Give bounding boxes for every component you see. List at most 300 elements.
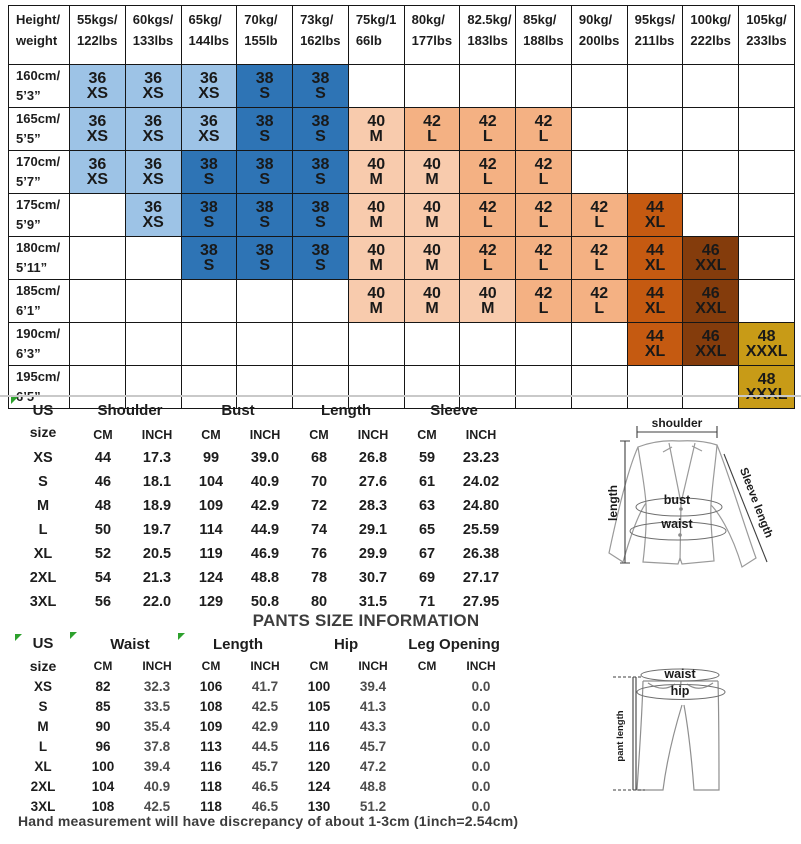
text-line: 75kg/1 [355,12,397,27]
shirt-size-table [10,397,508,614]
size-letter: XS [198,128,220,145]
height-weight-label [9,194,70,237]
matrix-row [9,108,795,151]
empty-cell [516,366,572,409]
size-number: 46 [701,284,720,302]
unit-header: INCH [249,427,281,442]
size-number: 42 [590,241,609,259]
measurement-value: 27.17 [462,570,500,586]
matrix-header-cell [683,6,739,65]
empty-cell [683,65,739,108]
text-line: 188lbs [523,32,564,48]
us-size-header [10,633,76,677]
size-letter: XXL [695,300,727,317]
measurement-value: 26.38 [462,546,500,562]
measurement-value: 118 [200,779,222,794]
size-cell [404,151,460,194]
size-number: 40 [423,241,441,259]
bust-label: bust [663,493,691,507]
size-number: 36 [144,69,163,87]
matrix-header-cell [739,6,795,65]
text-line: 5’11” [16,260,48,275]
text-line: 90kg/ [578,12,613,27]
measurement-value: 27.95 [462,594,500,610]
measurement-value: 42.5 [143,799,171,814]
size-cell [125,151,181,194]
empty-cell [739,280,795,323]
size-letter: S [203,257,215,274]
text-line: 211lbs [634,32,675,48]
size-letter: XS [86,128,109,145]
size-number: 46 [701,241,720,259]
measurement-value: 118 [200,799,222,814]
text-line: 6’1” [16,303,41,318]
text-line: 5’5” [16,131,41,146]
size-letter: S [259,214,271,231]
size-number: 42 [534,112,553,130]
unit-header: INCH [358,659,388,674]
size-number: 36 [88,155,107,173]
size-cell [460,194,516,237]
text-line: 95kgs/ [634,12,676,27]
size-cell [739,323,795,366]
text-line: 82.5kg/ [467,12,512,27]
size-cell [404,280,460,323]
height-weight-label [9,151,70,194]
pants-waist-label: waist [664,667,696,681]
size-number: 36 [144,198,163,216]
size-number: 40 [367,198,386,216]
height-weight-label [9,237,70,280]
size-label: 2XL [29,570,57,586]
measurement-value: 85 [95,699,111,714]
height-weight-label [9,108,70,151]
size-cell [70,65,126,108]
matrix-header-cell [70,6,126,65]
measurement-value: 29.9 [358,546,388,562]
text-line: 100kg/ [690,12,731,27]
measurement-value: 18.9 [142,498,172,514]
empty-cell [739,151,795,194]
matrix-body [9,65,795,409]
empty-cell [293,323,349,366]
size-cell [348,194,404,237]
measurement-value: 72 [310,498,328,514]
empty-cell [181,280,237,323]
empty-cell [70,237,126,280]
matrix-row [9,151,795,194]
matrix-header-cell [571,6,627,65]
unit-header: INCH [250,659,280,674]
measurement-value: 50.8 [250,594,280,610]
size-row [10,542,508,566]
measurement-value [400,737,454,757]
size-number: 44 [646,284,664,302]
size-letter: XL [644,257,666,274]
size-number: 38 [311,241,330,259]
size-row [10,566,508,590]
text-line: 60kgs/ [132,12,174,27]
measurement-value: 42.9 [250,498,280,514]
measurement-value: 40.9 [250,474,280,490]
size-cell [516,108,572,151]
size-letter: S [315,128,326,145]
size-number: 42 [478,112,497,130]
unit-header: CM [417,427,437,442]
size-cell [627,280,683,323]
size-cell [348,237,404,280]
footer-note: Hand measurement will have discrepancy of about 1-3cm (1inch=2.54cm) [18,813,519,829]
text-line: 85kg/ [523,12,557,27]
text-line: 70kg/ [244,12,278,27]
matrix-row [9,194,795,237]
measurement-value: 24.02 [462,474,500,490]
column-group-header: Shoulder [97,401,163,419]
text-line: US [32,635,54,652]
measurement-value: 99 [202,450,220,466]
size-number: 48 [757,370,776,388]
measurement-value: 120 [307,759,331,774]
size-letter: S [315,85,326,102]
measurement-value: 105 [307,699,331,714]
size-cell [181,151,237,194]
column-group-header: Length [321,401,372,419]
size-cell [125,65,181,108]
measurement-value: 59 [418,450,436,466]
size-letter: XL [644,300,666,317]
size-label: L [38,522,48,538]
size-letter: L [482,171,493,188]
measurement-value: 42.5 [251,699,279,714]
empty-cell [739,65,795,108]
column-group-header: Leg Opening [408,635,500,653]
size-cell [516,280,572,323]
text-line: 170cm/ [16,153,61,169]
size-letter: L [427,128,437,145]
size-number: 38 [311,155,330,173]
measurement-value: 40.9 [143,779,171,794]
size-cell [293,65,349,108]
size-cell [516,237,572,280]
unit-header: CM [309,427,329,442]
column-group-header: Length [213,635,264,653]
measurement-value [400,777,454,797]
text-line: 133lbs [132,32,174,48]
text-line: 66lb [355,32,382,48]
measurement-value: 31.5 [358,594,388,610]
text-line: 165cm/ [16,110,61,126]
empty-cell [627,151,683,194]
measurement-value: 68 [310,450,328,466]
size-letter: M [425,300,439,317]
measurement-value: 39.4 [359,679,387,694]
text-line: 122lbs [77,32,118,48]
size-letter: L [594,300,605,317]
unit-header: CM [93,659,113,674]
measurement-value: 0.0 [471,779,491,794]
size-cell [70,151,126,194]
size-number: 38 [255,155,274,173]
size-cell [516,151,572,194]
text-line: 190cm/ [16,325,61,341]
size-letter: XS [198,85,220,102]
size-number: 36 [200,69,218,87]
text-line: 160cm/ [16,67,61,83]
size-letter: M [369,128,383,145]
size-cell [683,323,739,366]
size-cell [293,194,349,237]
size-row [10,677,508,697]
measurement-value: 74 [310,522,328,538]
text-line: 5’7” [16,174,41,189]
measurement-value: 17.3 [142,450,172,466]
pants-measurement-diagram [593,633,798,844]
text-line: 5’9” [16,217,41,232]
measurement-value: 46.5 [251,779,279,794]
matrix-header-cell [516,6,572,65]
measurement-value: 28.3 [358,498,388,514]
size-number: 42 [534,284,553,302]
text-line: weight [16,32,58,48]
text-line: 195cm/ [16,368,61,384]
size-cell [571,237,627,280]
measurement-value: 30.7 [358,570,388,586]
size-letter: L [594,257,605,274]
measurement-value: 110 [308,719,330,734]
column-group-header: Bust [221,401,255,419]
length-label: length [606,485,620,521]
measurement-value: 116 [200,759,222,774]
measurement-value: 39.4 [143,759,171,774]
empty-cell [683,194,739,237]
size-number: 44 [646,327,664,345]
size-label: S [38,699,48,714]
size-letter: M [425,257,439,274]
measurement-value: 69 [418,570,436,586]
measurement-value: 45.7 [251,759,279,774]
size-number: 38 [311,112,330,130]
size-number: 36 [88,112,107,130]
measurement-value: 46 [94,474,112,490]
measurement-value: 67 [418,546,436,562]
text-line: 233lbs [746,32,787,48]
unit-header: INCH [141,427,173,442]
size-label: 3XL [30,799,56,814]
text-line: 80kg/ [411,12,445,27]
size-cell [460,280,516,323]
empty-cell [683,108,739,151]
measurement-value: 106 [199,679,223,694]
size-cell [293,151,349,194]
measurement-value: 45.7 [359,739,387,754]
measurement-value: 22.0 [142,594,172,610]
size-cell [627,194,683,237]
size-cell [237,237,293,280]
measurement-value: 130 [307,799,331,814]
matrix-row [9,237,795,280]
size-label: XS [33,679,52,694]
size-letter: M [369,171,383,188]
size-label: M [36,498,50,514]
measurement-value: 27.6 [358,474,388,490]
size-number: 36 [144,112,163,130]
pants-section-title: PANTS SIZE INFORMATION [252,611,480,630]
size-letter: M [369,300,383,317]
unit-header: CM [309,659,329,674]
size-cell [460,151,516,194]
measurement-value: 44.9 [250,522,280,538]
measurement-value: 104 [91,779,115,794]
size-letter: XS [86,171,109,188]
measurement-value: 18.1 [142,474,172,490]
size-cell [627,323,683,366]
size-cell [237,65,293,108]
size-number: 38 [255,198,274,216]
measurement-value: 82 [95,679,111,694]
size-letter: S [315,257,326,274]
size-letter: S [259,85,271,102]
matrix-header-cell [181,6,237,65]
size-number: 42 [590,198,609,216]
size-row [10,697,508,717]
size-letter: L [482,128,493,145]
size-letter: XL [644,343,666,360]
size-number: 42 [478,241,497,259]
matrix-row [9,65,795,108]
table-header-row [10,397,508,423]
size-number: 36 [144,155,163,173]
text-line: 200lbs [578,32,620,48]
measurement-value: 48.8 [359,779,387,794]
size-letter: XS [142,128,164,145]
measurement-value: 109 [198,498,224,514]
size-label: XL [33,546,53,562]
size-number: 40 [367,112,386,130]
unit-header: INCH [357,427,389,442]
us-size-header [10,397,76,446]
size-letter: L [538,171,549,188]
measurement-value: 41.3 [359,699,387,714]
unit-header: CM [93,427,113,442]
size-letter: XXL [695,343,727,360]
size-cell [348,280,404,323]
measurement-value: 46.5 [251,799,279,814]
measurement-value: 39.0 [250,450,280,466]
size-cell [181,237,237,280]
pants-hip-label: hip [670,684,690,698]
size-number: 38 [200,241,218,259]
size-cell [348,108,404,151]
measurement-value: 108 [199,699,223,714]
empty-cell [125,280,181,323]
size-label: 3XL [29,594,57,610]
matrix-header-cell [293,6,349,65]
size-number: 42 [534,241,553,259]
text-line: 162lbs [300,32,341,48]
measurement-value: 124 [307,779,331,794]
size-cell [293,108,349,151]
measurement-value: 24.80 [462,498,500,514]
text-line: 73kg/ [300,12,334,27]
height-weight-label [9,65,70,108]
measurement-value: 109 [199,719,223,734]
text-line: 175cm/ [16,196,61,212]
measurement-value: 29.1 [358,522,388,538]
size-cell [571,280,627,323]
measurement-value: 21.3 [142,570,172,586]
size-letter: S [315,171,326,188]
size-letter: L [594,214,605,231]
size-number: 36 [200,112,218,130]
size-number: 42 [534,198,553,216]
empty-cell [70,280,126,323]
height-weight-label [9,323,70,366]
measurement-value: 80 [310,594,328,610]
measurement-value: 25.59 [462,522,500,538]
empty-cell [181,323,237,366]
size-letter: L [538,128,549,145]
empty-cell [627,108,683,151]
empty-cell [125,237,181,280]
size-label: S [38,474,48,490]
jacket-button [678,533,682,537]
column-group-header: Waist [110,635,150,653]
size-letter: L [538,257,549,274]
empty-cell [70,323,126,366]
empty-cell [125,323,181,366]
size-cell [516,194,572,237]
size-number: 40 [423,155,441,173]
empty-cell [627,65,683,108]
size-number: 40 [478,284,497,302]
measurement-value: 20.5 [142,546,172,562]
size-letter: XXXL [745,343,788,360]
size-letter: M [425,171,439,188]
text-line: 180cm/ [16,239,61,255]
empty-cell [70,194,126,237]
empty-cell [237,280,293,323]
size-letter: M [425,214,439,231]
size-number: 40 [367,241,386,259]
measurement-value: 50 [94,522,112,538]
size-letter: S [259,257,271,274]
text-line: 6’3” [16,346,41,361]
size-label: 2XL [30,779,56,794]
text-line: 55kgs/ [77,12,118,27]
size-number: 42 [478,155,497,173]
unit-header: CM [201,427,221,442]
measurement-value: 114 [199,522,223,538]
size-letter: S [315,214,326,231]
measurement-value: 0.0 [471,679,491,694]
measurement-value: 104 [198,474,224,490]
empty-cell [683,151,739,194]
measurement-value [400,677,454,697]
size-cell [571,194,627,237]
empty-cell [460,323,516,366]
sleeve-length-label: Sleeve length [736,466,775,540]
unit-header: CM [417,659,437,674]
size-row [10,717,508,737]
size-number: 48 [757,327,776,345]
text-line: 183lbs [467,32,508,48]
text-line: size [29,657,57,674]
size-cell [237,194,293,237]
size-row [10,518,508,542]
unit-header: INCH [142,659,172,674]
size-row [10,494,508,518]
matrix-header-cell [404,6,460,65]
